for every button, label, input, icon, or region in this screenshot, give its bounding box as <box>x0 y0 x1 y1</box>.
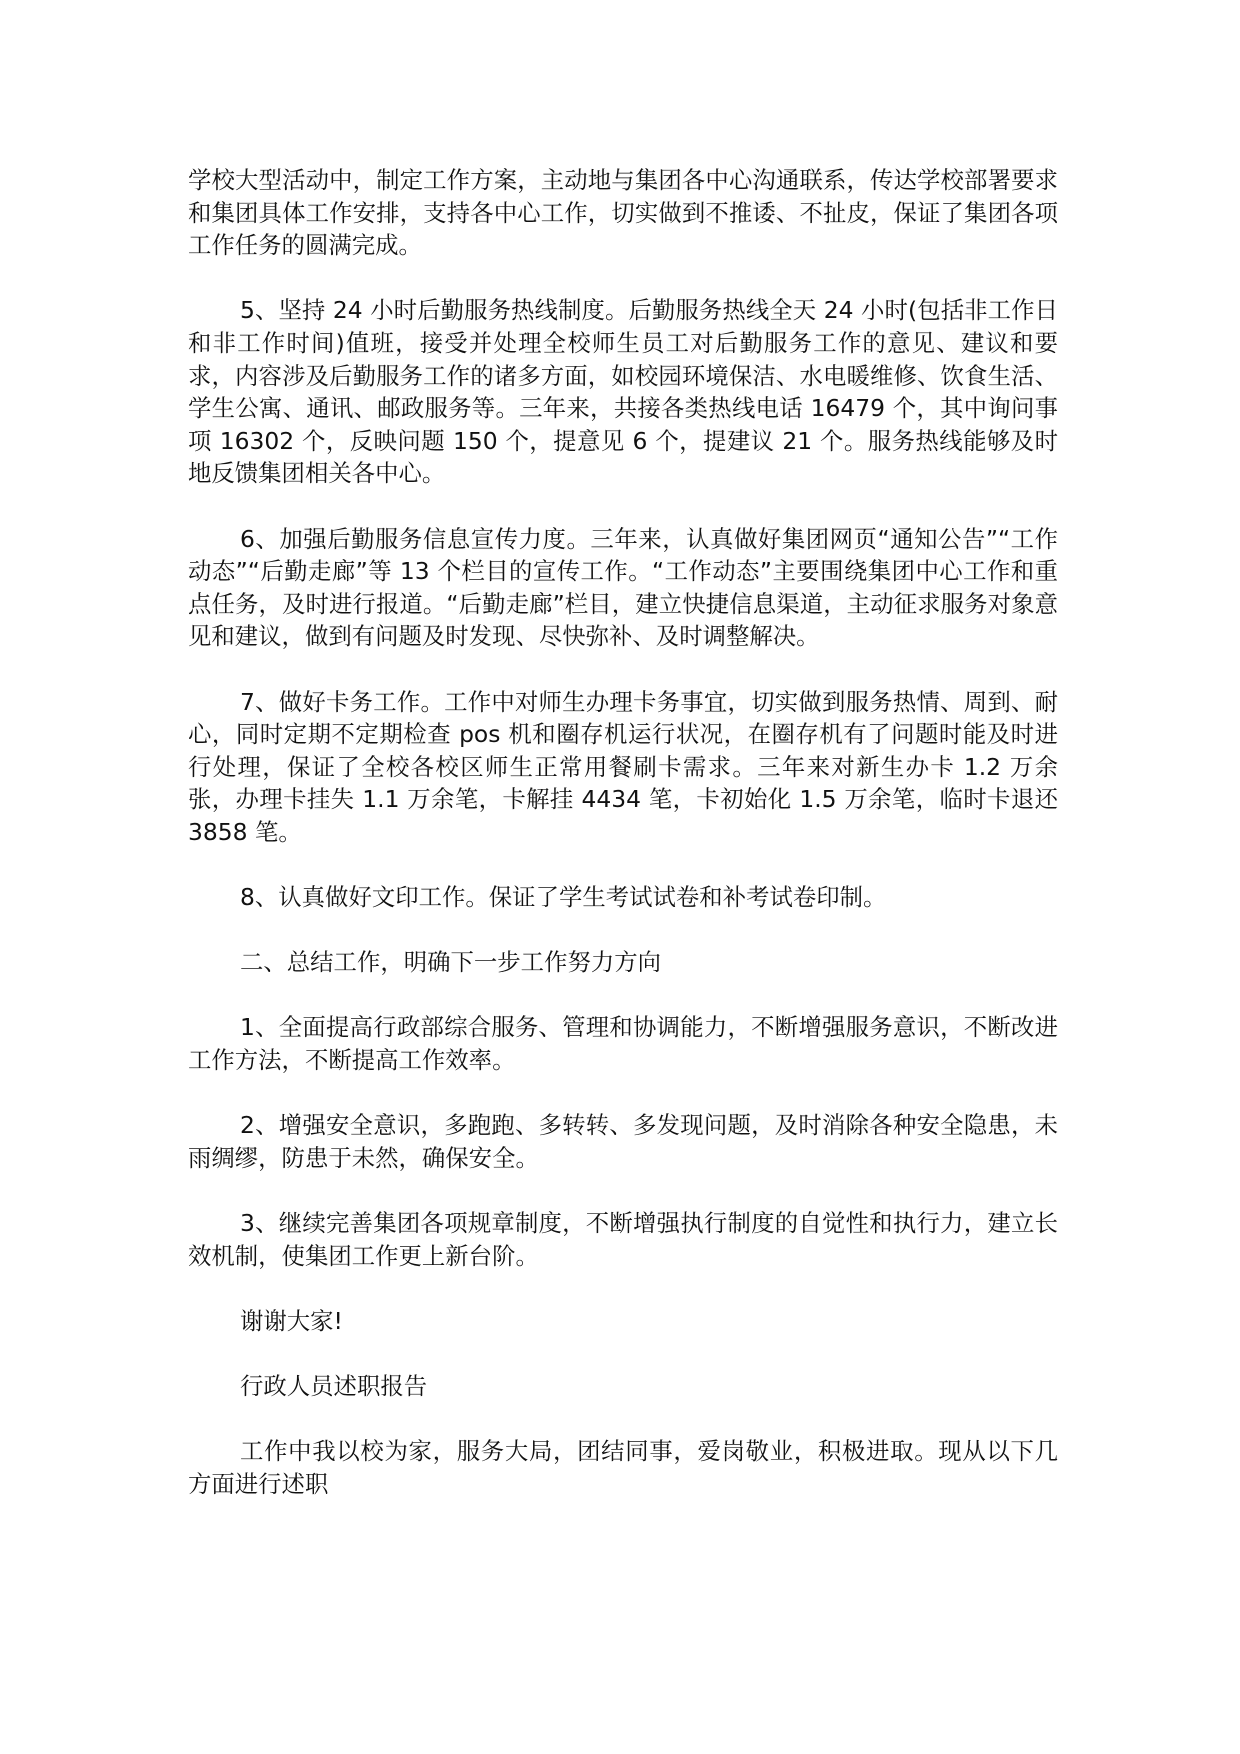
paragraph: 1、全面提高行政部综合服务、管理和协调能力，不断增强服务意识，不断改进工作方法，不断提高工作效率。 <box>188 1013 1058 1075</box>
paragraph: 3、继续完善集团各项规章制度，不断增强执行制度的自觉性和执行力，建立长效机制，使集团工作更上新台阶。 <box>188 1209 1058 1270</box>
paragraph: 6、加强后勤服务信息宣传力度。三年来，认真做好集团网页“通知公告”“工作动态”“后勤走廊”等 13 个栏目的宣传工作。“工作动态”主要围绕集团中心工作和重点任务，及时进行报道。“后勤走廊”栏目，建立快捷信息渠道，主动征求服务对象意见和建议，做到有问题及时发现、尽快弥补、及时调整解决。 <box>188 524 1058 651</box>
paragraph: 学校大型活动中，制定工作方案，主动地与集团各中心沟通联系，传达学校部署要求和集团具体工作安排，支持各中心工作，切实做到不推诿、不扯皮，保证了集团各项工作任务的圆满完成。 <box>188 166 1058 260</box>
document-body <box>188 164 1058 1500</box>
paragraph: 5、坚持 24 小时后勤服务热线制度。后勤服务热线全天 24 小时(包括非工作日和非工作时间)值班，接受并处理全校师生员工对后勤服务工作的意见、建议和要求，内容涉及后勤服务工作的诸多方面，如校园环境保洁、水电暖维修、饮食生活、学生公寓、通讯、邮政服务等。三年来，共接各类热线电话 16479 个，其中询问事项 16302 个，反映问题 150 个，提意见 6 个，提建议 21 个。服务热线能够及时地反馈集团相关各中心。 <box>188 296 1058 488</box>
paragraph: 8、认真做好文印工作。保证了学生考试试卷和补考试卷印制。 <box>240 883 887 912</box>
report-title: 行政人员述职报告 <box>240 1371 428 1400</box>
closing-line: 谢谢大家! <box>240 1306 343 1335</box>
paragraph: 2、增强安全意识，多跑跑、多转转、多发现问题，及时消除各种安全隐患，未雨绸缪，防患于未然，确保安全。 <box>188 1111 1058 1172</box>
paragraph: 工作中我以校为家，服务大局，团结同事，爱岗敬业，积极进取。现从以下几方面进行述职 <box>188 1437 1058 1498</box>
paragraph: 7、做好卡务工作。工作中对师生办理卡务事宜，切实做到服务热情、周到、耐心，同时定期不定期检查 pos 机和圈存机运行状况，在圈存机有了问题时能及时进行处理，保证了全校各校区师生正常用餐刷卡需求。三年来对新生办卡 1.2 万余张，办理卡挂失 1.1 万余笔，卡解挂 4434 笔，卡初始化 1.5 万余笔，临时卡退还 3858 笔。 <box>188 687 1058 846</box>
section-heading: 二、总结工作，明确下一步工作努力方向 <box>240 948 662 977</box>
